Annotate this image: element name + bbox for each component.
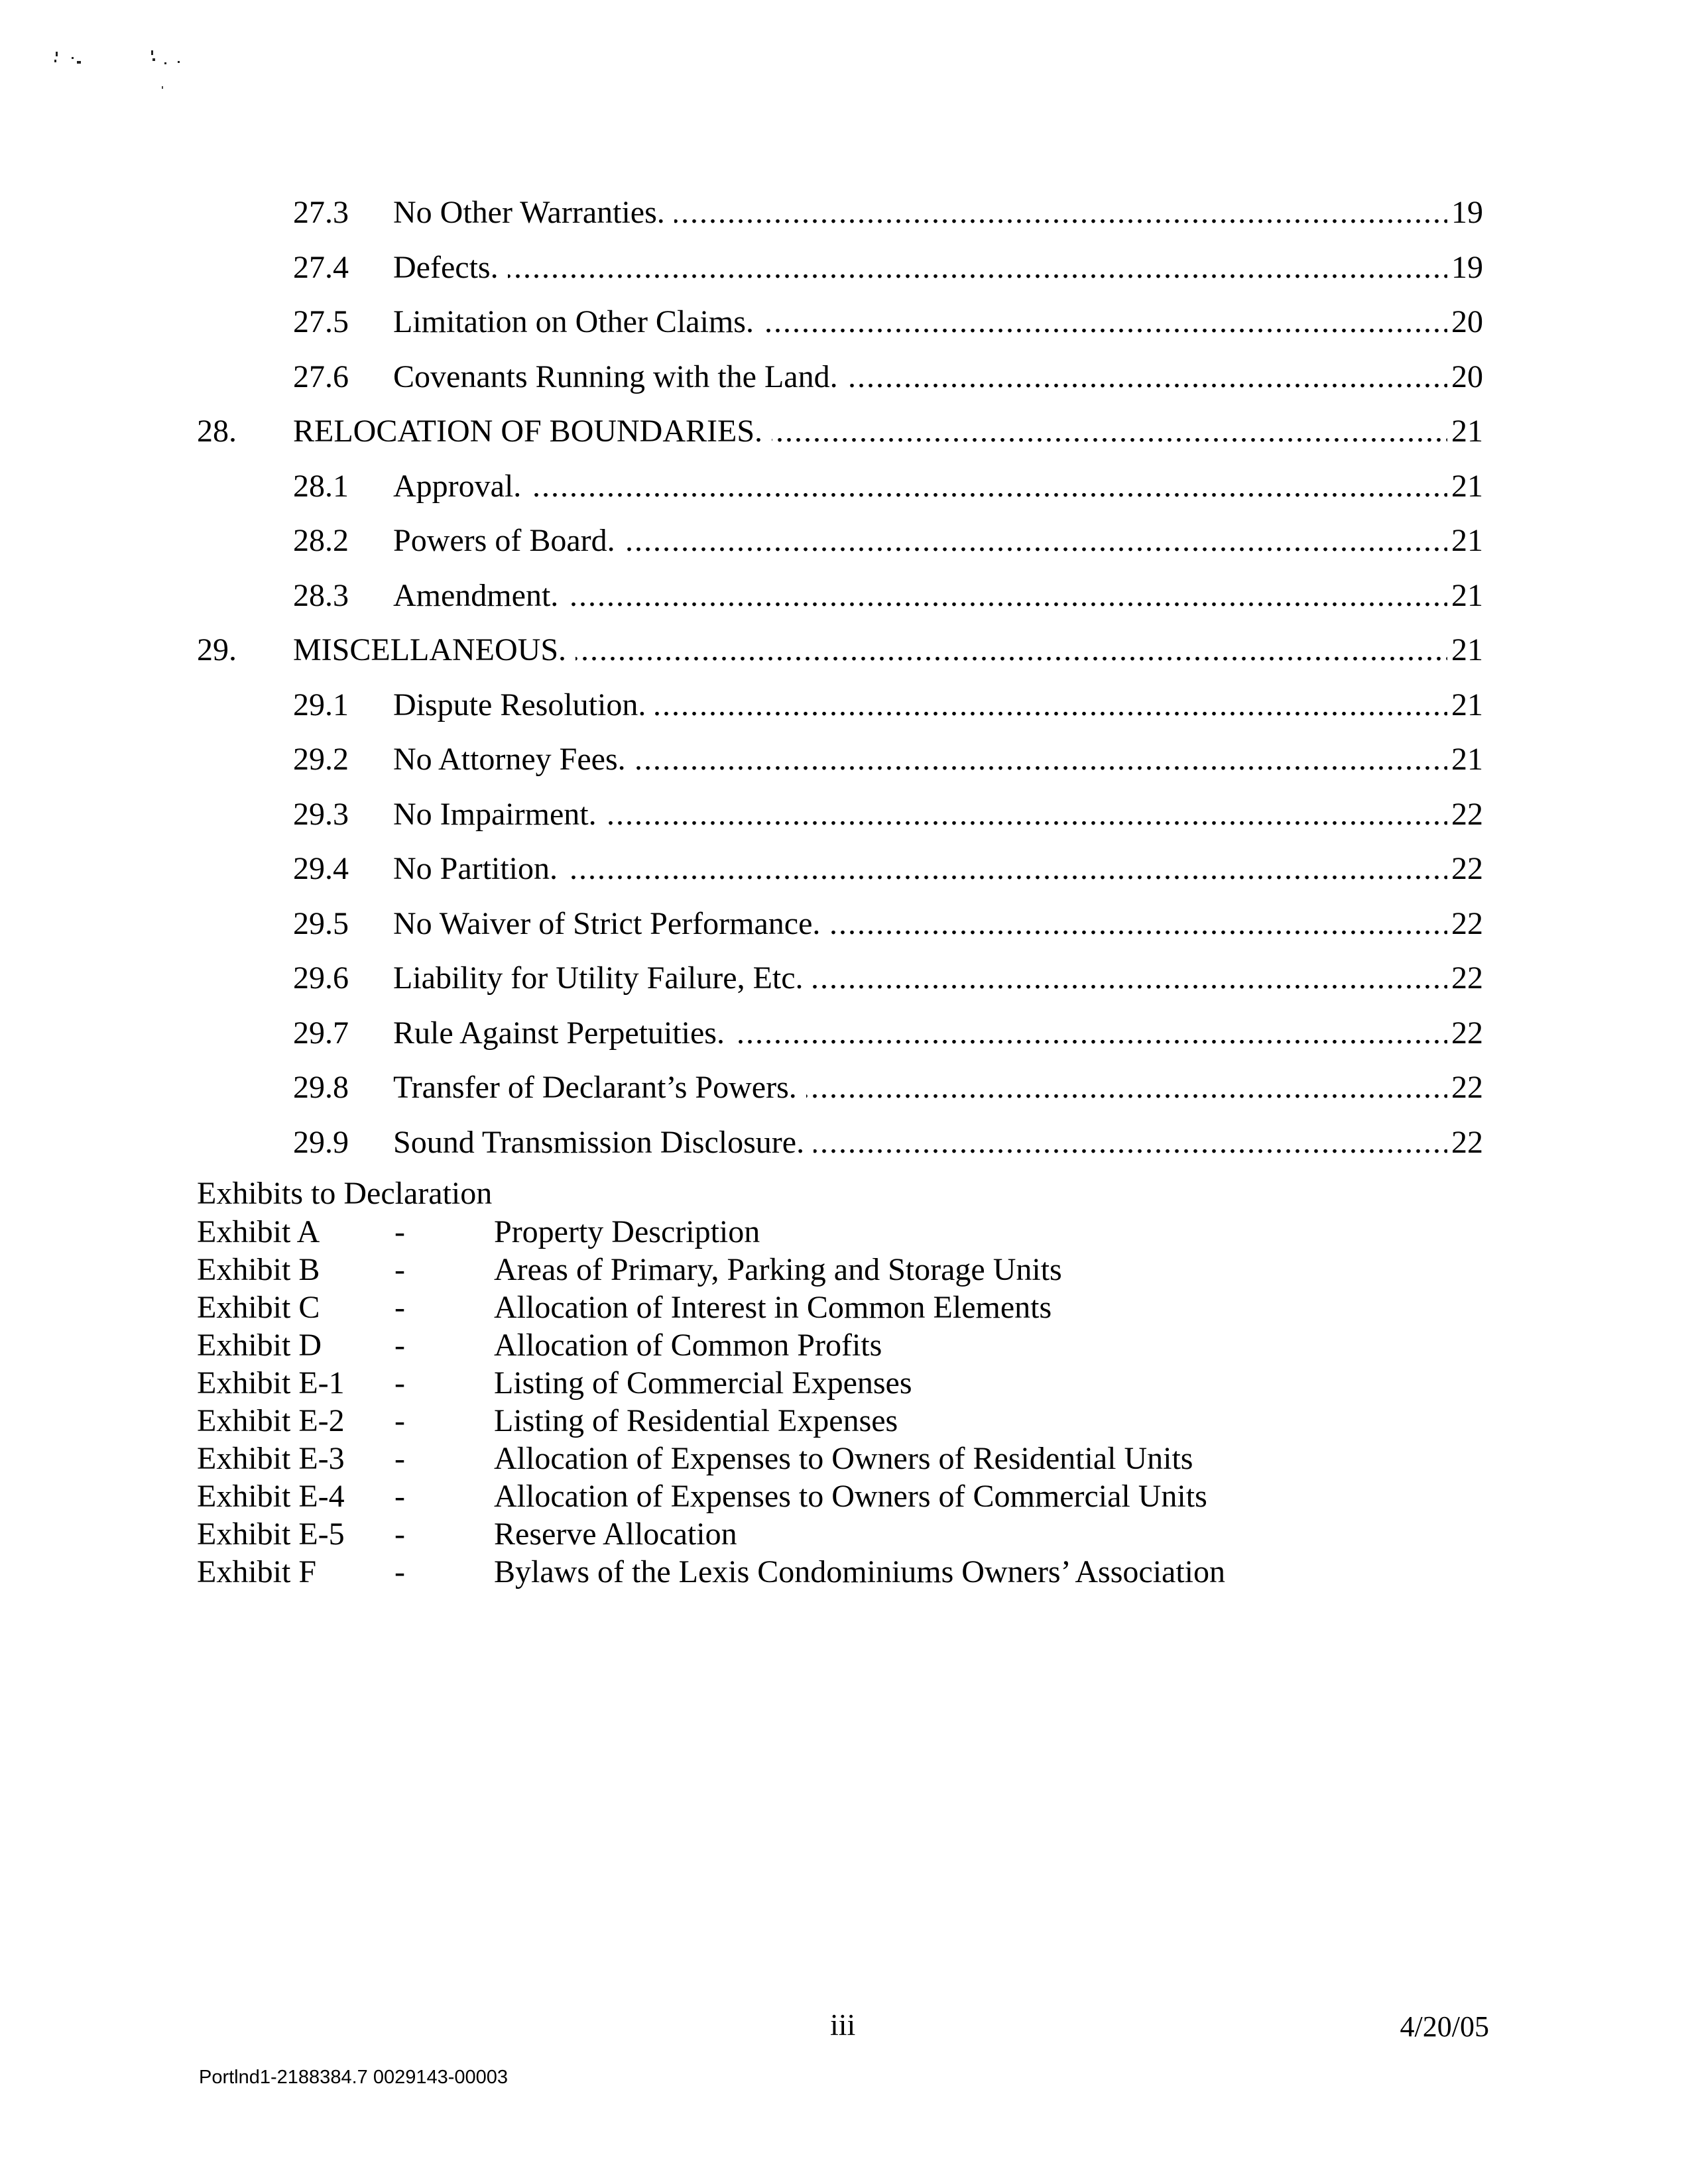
exhibit-label: Exhibit B (197, 1252, 320, 1287)
toc-entry-page: 22 (1447, 787, 1483, 842)
toc-section-heading[interactable] (0, 623, 1688, 678)
toc-entry-number: 28.1 (293, 468, 349, 504)
toc-entry-title: Approval. ..... (393, 459, 1478, 514)
toc-entry-page: 22 (1447, 897, 1483, 952)
exhibit-description: Listing of Commercial Expenses (494, 1365, 912, 1401)
toc-entry-title: No Other Warranties. ..... (393, 186, 1478, 241)
toc-entry-title: RELOCATION OF BOUNDARIES. ..... (293, 404, 1478, 459)
toc-entry-number: 27.5 (293, 304, 349, 339)
exhibit-description: Bylaws of the Lexis Condominiums Owners’ Association (494, 1554, 1226, 1589)
exhibit-dash: - (394, 1252, 405, 1287)
toc-entry-title: Defects. ..... (393, 241, 1478, 296)
exhibit-item[interactable] (197, 1515, 1523, 1553)
toc-entry[interactable] (0, 787, 1688, 842)
toc-entry-title: Liability for Utility Failure, Etc. ..... (393, 951, 1478, 1006)
toc-entry-page: 20 (1447, 295, 1483, 350)
exhibit-item[interactable] (197, 1364, 1523, 1402)
toc-entry[interactable] (0, 295, 1688, 350)
exhibit-label: Exhibit D (197, 1328, 322, 1363)
exhibit-label: Exhibit F (197, 1554, 317, 1589)
toc-entry-number: 27.4 (293, 249, 349, 285)
toc-entry-title: Powers of Board. ..... (393, 514, 1478, 569)
toc-section-heading[interactable] (0, 404, 1688, 459)
toc-entry-page: 22 (1447, 1116, 1483, 1171)
toc-entry-number: 29.1 (293, 687, 349, 722)
toc-entry-title: No Attorney Fees. ..... (393, 732, 1478, 787)
toc-entry-page: 20 (1447, 350, 1483, 405)
exhibit-item[interactable] (197, 1440, 1523, 1477)
toc-entry[interactable] (0, 514, 1688, 569)
exhibit-label: Exhibit A (197, 1214, 320, 1249)
exhibit-description: Property Description (494, 1214, 760, 1249)
toc-entry-title: MISCELLANEOUS. ..... (293, 623, 1478, 678)
exhibit-description: Reserve Allocation (494, 1517, 737, 1552)
toc-entry-number: 29.4 (293, 851, 349, 886)
toc-entry-page: 21 (1447, 732, 1483, 787)
toc-entry[interactable] (0, 732, 1688, 787)
toc-entry-number: 28. (197, 414, 237, 449)
toc-entry-page: 22 (1447, 842, 1483, 897)
exhibit-label: Exhibit E-1 (197, 1365, 345, 1401)
toc-entry[interactable] (0, 1006, 1688, 1061)
exhibit-item[interactable] (197, 1213, 1523, 1251)
exhibit-dash: - (394, 1479, 405, 1514)
scan-specks (46, 46, 212, 113)
toc-entry-page: 21 (1447, 569, 1483, 624)
toc-entry-page: 21 (1447, 404, 1483, 459)
exhibit-dash: - (394, 1554, 405, 1589)
toc-entry[interactable] (0, 1116, 1688, 1171)
toc-entry-page: 21 (1447, 514, 1483, 569)
toc-entry[interactable] (0, 186, 1688, 241)
exhibit-description: Allocation of Expenses to Owners of Commercial Units (494, 1479, 1207, 1514)
exhibit-dash: - (394, 1328, 405, 1363)
exhibits-list (197, 1175, 1523, 1591)
toc-entry[interactable] (0, 842, 1688, 897)
toc-entry-page: 21 (1447, 678, 1483, 733)
exhibit-item[interactable] (197, 1402, 1523, 1440)
toc-entry-number: 29. (197, 632, 237, 667)
toc-entry-number: 29.2 (293, 742, 349, 777)
toc-entry-page: 19 (1447, 241, 1483, 296)
exhibit-item[interactable] (197, 1477, 1523, 1515)
exhibit-label: Exhibit E-3 (197, 1441, 345, 1476)
exhibit-description: Areas of Primary, Parking and Storage Units (494, 1252, 1062, 1287)
toc-entry-number: 28.2 (293, 523, 349, 558)
toc-entry-page: 22 (1447, 951, 1483, 1006)
toc-entry-number: 29.8 (293, 1070, 349, 1105)
exhibit-description: Allocation of Expenses to Owners of Residential Units (494, 1441, 1193, 1476)
toc-entry[interactable] (0, 241, 1688, 296)
exhibit-description: Allocation of Common Profits (494, 1328, 882, 1363)
exhibit-label: Exhibit C (197, 1290, 320, 1325)
toc-entry-title: No Waiver of Strict Performance. ..... (393, 897, 1478, 952)
toc-entry-title: Transfer of Declarant’s Powers. ..... (393, 1061, 1478, 1116)
exhibit-item[interactable] (197, 1326, 1523, 1364)
toc-entry-number: 29.5 (293, 905, 349, 941)
toc-entry[interactable] (0, 678, 1688, 733)
exhibit-dash: - (394, 1365, 405, 1401)
toc-entry[interactable] (0, 1061, 1688, 1116)
exhibit-dash: - (394, 1290, 405, 1325)
exhibit-description: Listing of Residential Expenses (494, 1403, 898, 1438)
toc-entry-page: 19 (1447, 186, 1483, 241)
exhibit-description: Allocation of Interest in Common Elements (494, 1290, 1052, 1325)
exhibit-item[interactable] (197, 1289, 1523, 1326)
toc-entry[interactable] (0, 897, 1688, 952)
toc-entry-title: No Partition. ..... (393, 842, 1478, 897)
exhibit-label: Exhibit E-2 (197, 1403, 345, 1438)
toc-entry-title: Sound Transmission Disclosure. ..... (393, 1116, 1478, 1171)
toc-entry-title: Amendment. ..... (393, 569, 1478, 624)
toc-entry-page: 22 (1447, 1061, 1483, 1116)
toc-entry-number: 27.6 (293, 359, 349, 394)
toc-entry-page: 21 (1447, 459, 1483, 514)
table-of-contents (0, 186, 1688, 1170)
toc-entry-page: 21 (1447, 623, 1483, 678)
toc-entry-title: Limitation on Other Claims. ..... (393, 295, 1478, 350)
exhibit-dash: - (394, 1214, 405, 1249)
toc-entry-number: 29.3 (293, 796, 349, 832)
footer-date: 4/20/05 (1400, 2010, 1489, 2043)
toc-entry-title: Rule Against Perpetuities. ..... (393, 1006, 1478, 1061)
toc-entry-page: 22 (1447, 1006, 1483, 1061)
toc-entry-number: 29.6 (293, 960, 349, 996)
toc-entry[interactable] (0, 459, 1688, 514)
toc-entry-title: Covenants Running with the Land. ..... (393, 350, 1478, 405)
toc-entry[interactable] (0, 350, 1688, 405)
exhibits-heading: Exhibits to Declaration (197, 1176, 493, 1211)
toc-entry-number: 27.3 (293, 195, 349, 230)
exhibit-dash: - (394, 1403, 405, 1438)
toc-entry-number: 29.9 (293, 1124, 349, 1160)
document-id: Portlnd1-2188384.7 0029143-00003 (199, 2067, 509, 2088)
exhibit-label: Exhibit E-4 (197, 1479, 345, 1514)
toc-entry-title: Dispute Resolution. ..... (393, 678, 1478, 733)
toc-entry[interactable] (0, 569, 1688, 624)
toc-entry-title: No Impairment. ..... (393, 787, 1478, 842)
toc-entry-number: 29.7 (293, 1015, 349, 1051)
exhibit-dash: - (394, 1517, 405, 1552)
exhibit-dash: - (394, 1441, 405, 1476)
exhibit-item[interactable] (197, 1553, 1523, 1591)
toc-entry-number: 28.3 (293, 577, 349, 613)
page-number: iii (830, 2008, 856, 2041)
exhibit-label: Exhibit E-5 (197, 1517, 345, 1552)
exhibit-item[interactable] (197, 1251, 1523, 1289)
toc-entry[interactable] (0, 951, 1688, 1006)
